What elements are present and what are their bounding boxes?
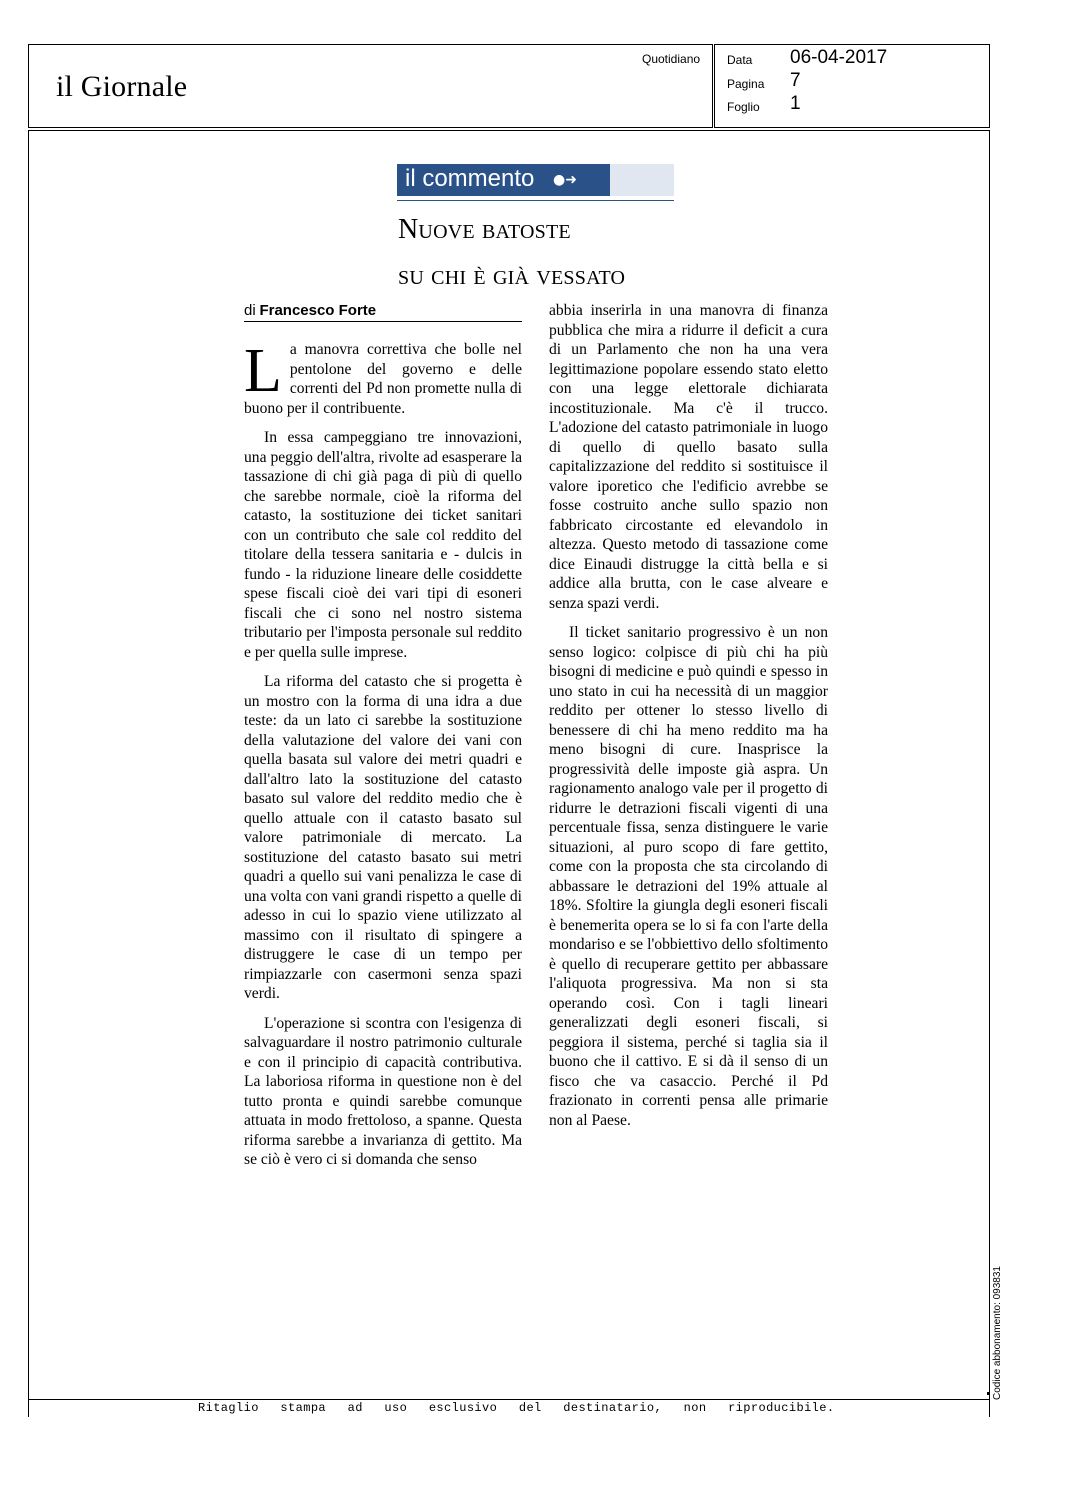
rubric-light-block [610,164,674,196]
dropcap: L [244,337,282,405]
author-name: Francesco Forte [259,302,377,319]
byline-rule [244,321,522,322]
meta-value-sheet: 1 [790,93,801,114]
frequency-label: Quotidiano [642,52,701,66]
meta-label-sheet: Foglio [727,100,760,114]
byline-prefix: di [244,302,256,319]
rubric-banner [397,164,674,196]
article-column-1 [244,337,523,1180]
footer-notice: Ritaglio stampa ad uso esclusivo del destinatario, non riproducibile. [198,1401,835,1415]
paragraph-6: Il ticket sanitario progressivo è un non senso logico: colpisce di più chi ha più bisogni di medicine e può quindi e spesso in uno stato in cui ha necessità di un maggior reddito per ottener lo stesso livello di benessere di chi ha meno reddito ma ha meno bisogni di cure. Inasprisce la progressività delle imposte già aspra. Un ragionamento analogo vale per il progetto di ridurre le detrazioni fiscali vigenti di una percentuale fissa, senza distinguere le varie situazioni, al puro scopo di fare gettito, come con la proposta che sta circolando di abbassare le detrazioni del 19% attuale al 18%. Sfoltire la giungla degli esoneri fiscali è benemerita opera se lo si fa con l'arte della mondariso e se l'obbiettivo dello sfoltimento è quello di recuperare gettito per abbassare l'aliquota progressiva. Ma non si sta operando così. Con i tagli lineari generalizzati degli esoneri fiscali, si peggiora il sistema, perché si taglia sia il buono che il cattivo. E si dà il senso di un fisco che va casaccio. Perché il Pd frazionato in correnti pensa alle primarie non al Paese. [549,624,828,1129]
meta-value-date: 06-04-2017 [790,47,888,68]
side-marker [987,1392,990,1395]
paragraph-1 [244,337,522,418]
headline-line-2: su chi è già vessato [398,260,626,291]
headline-line-1: Nuove batoste [398,214,571,245]
arrow-right-icon: ●➜ [553,172,577,188]
rubric-label: il commento [405,165,535,192]
footer-rule [28,1399,990,1400]
meta-label-page: Pagina [727,77,765,91]
paragraph-2: In essa campeggiano tre innovazioni, una peggio dell'altra, rivolte ad esasperare la tassazione di chi già paga di più di quello che sarebbe normale, cioè la riforma del catasto, la sostituzione dei ticket sanitari con un contributo che sale col reddito del titolare della tessera sanitaria e - dulcis in fundo - la riduzione lineare delle cosiddette spese fiscali cioè dei vari tipi di esoneri fiscali che ci sono nel nostro sistema tributario per l'imposta personale sul reddito e per quella sulle imprese. [244,429,522,661]
paragraph-4: L'operazione si scontra con l'esigenza di salvaguardare il nostro patrimonio culturale e con il principio di capacità contributiva. La laboriosa riforma in questione non è del tutto pronta e quindi sarebbe comunque attuata in modo frettoloso, a spanne. Questa riforma sarebbe a invarianza di gettito. Ma se ciò è vero ci si domanda che senso [244,1014,522,1168]
byline [244,302,376,320]
masthead: il Giornale [56,70,188,103]
meta-value-page: 7 [790,70,801,91]
paragraph-3: La riforma del catasto che si progetta è un mostro con la forma di una idra a due teste: da un lato ci sarebbe la sostituzione della valutazione del valore dei vani con quella basata sul valore dei metri quadri e dall'altro lato la sostituzione del catasto basato sul valore del reddito medio che è quello attuale con il catasto basato sul valore patrimoniale di mercato. La sostituzione del catasto basato sui metri quadri a quello sui vani penalizza le case di una volta con vani grandi rispetto a quelle di adesso in cui lo spazio viene utilizzato al massimo con il risultato di spingere a distruggere le case di un tempo per rimpiazzarle con casermoni senza spazi verdi. [244,673,523,1002]
article-column-2 [549,301,828,1140]
paragraph-1-text: a manovra correttiva che bolle nel pentolone del governo e delle correnti del Pd non promette nulla di buono per il contribuente. [244,341,522,417]
meta-label-date: Data [727,53,753,67]
rubric-rule [397,200,674,201]
paragraph-5: abbia inserirla in una manovra di finanza pubblica che mira a ridurre il deficit a cura di un Parlamento che non ha una vera legittimazione popolare essendo stato eletto con una legge elettorale dichiarata incostituzionale. Ma c'è il trucco. L'adozione del catasto patrimoniale in luogo di quello di quello basato sulla capitalizzazione del reddito si sostituisce il valore iporetico che l'edificio avrebbe se fosse costruito anche sullo spazio non fabbricato circostante ed elevandolo in altezza. Questo metodo di tassazione come dice Einaudi distrugge la città bella e si addice alla brutta, con le case alveare e senza spazi verdi. [549,302,828,612]
subscription-code: Codice abbonamento: 093831 [992,1266,1003,1400]
